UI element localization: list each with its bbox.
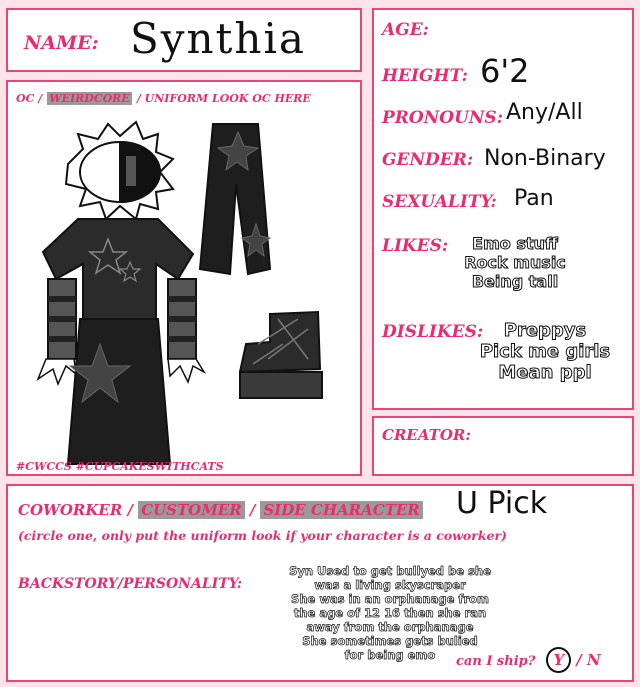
role-note: (circle one, only put the uniform look if your character is a coworker) xyxy=(18,528,507,543)
backstory-label: BACKSTORY/PERSONALITY: xyxy=(18,576,243,592)
character-pants xyxy=(68,319,170,464)
character-drawing xyxy=(8,104,360,474)
oc-tags: #CWCCS #CUPCAKESWITHCATS xyxy=(16,460,224,473)
likes-list xyxy=(450,234,580,291)
creator-panel xyxy=(372,416,634,476)
pronouns-value: Any/All xyxy=(506,100,583,125)
dislikes-label: DISLIKES: xyxy=(382,322,484,342)
backstory-line: away from the orphanage xyxy=(306,620,474,634)
dislikes-item: Mean ppl xyxy=(498,362,592,383)
ship-yes-option[interactable]: Y xyxy=(546,647,571,673)
ship-separator: / xyxy=(576,651,582,669)
backstory-line: She was in an orphanage from xyxy=(291,592,489,606)
backstory-line: Syn Used to get bullyed be she xyxy=(289,564,491,578)
sexuality-value: Pan xyxy=(514,186,554,211)
oc-heading-weirdcore: WEIRDCORE xyxy=(49,92,130,105)
likes-item: Emo stuff xyxy=(472,234,558,253)
gender-label: GENDER: xyxy=(382,150,474,170)
role-row xyxy=(18,500,423,519)
item-boot xyxy=(240,312,322,398)
ship-no-option[interactable]: N xyxy=(586,651,601,669)
role-side-character: SIDE CHARACTER xyxy=(260,501,422,519)
backstory-line: was a living skyscraper xyxy=(314,578,466,592)
role-coworker: COWORKER / xyxy=(18,501,134,519)
height-label: HEIGHT: xyxy=(382,66,468,86)
oc-panel xyxy=(6,80,362,476)
role-customer: CUSTOMER xyxy=(138,501,245,519)
backstory-line: the age of 12 16 then she ran xyxy=(293,606,487,620)
role-separator: / xyxy=(249,501,256,519)
oc-heading-part2: / UNIFORM LOOK OC HERE xyxy=(136,92,311,105)
ship-row xyxy=(456,650,601,669)
likes-label: LIKES: xyxy=(382,236,449,256)
name-panel xyxy=(6,8,362,72)
likes-item: Being tall xyxy=(471,272,559,291)
character-head xyxy=(66,122,173,219)
name-label: NAME: xyxy=(24,32,99,54)
dislikes-list xyxy=(470,320,620,383)
likes-item: Rock music xyxy=(464,253,566,272)
creator-label: CREATOR: xyxy=(382,426,471,444)
info-panel xyxy=(372,8,634,410)
oc-heading-part1: OC / xyxy=(16,92,43,105)
pronouns-label: PRONOUNS: xyxy=(382,108,503,128)
bottom-panel xyxy=(6,484,634,682)
role-answer: U Pick xyxy=(456,486,548,521)
backstory-text xyxy=(280,564,500,662)
height-value: 6'2 xyxy=(480,52,530,90)
backstory-line: She sometimes gets bulied xyxy=(302,634,478,648)
dislikes-item: Pick me girls xyxy=(479,341,611,362)
ship-label: can I ship? xyxy=(456,654,536,669)
age-label: AGE: xyxy=(382,20,429,40)
sexuality-label: SEXUALITY: xyxy=(382,192,497,212)
dislikes-item: Preppys xyxy=(503,320,587,341)
backstory-line: for being emo xyxy=(344,648,436,662)
gender-value: Non-Binary xyxy=(484,146,606,171)
name-value: Synthia xyxy=(130,14,306,63)
